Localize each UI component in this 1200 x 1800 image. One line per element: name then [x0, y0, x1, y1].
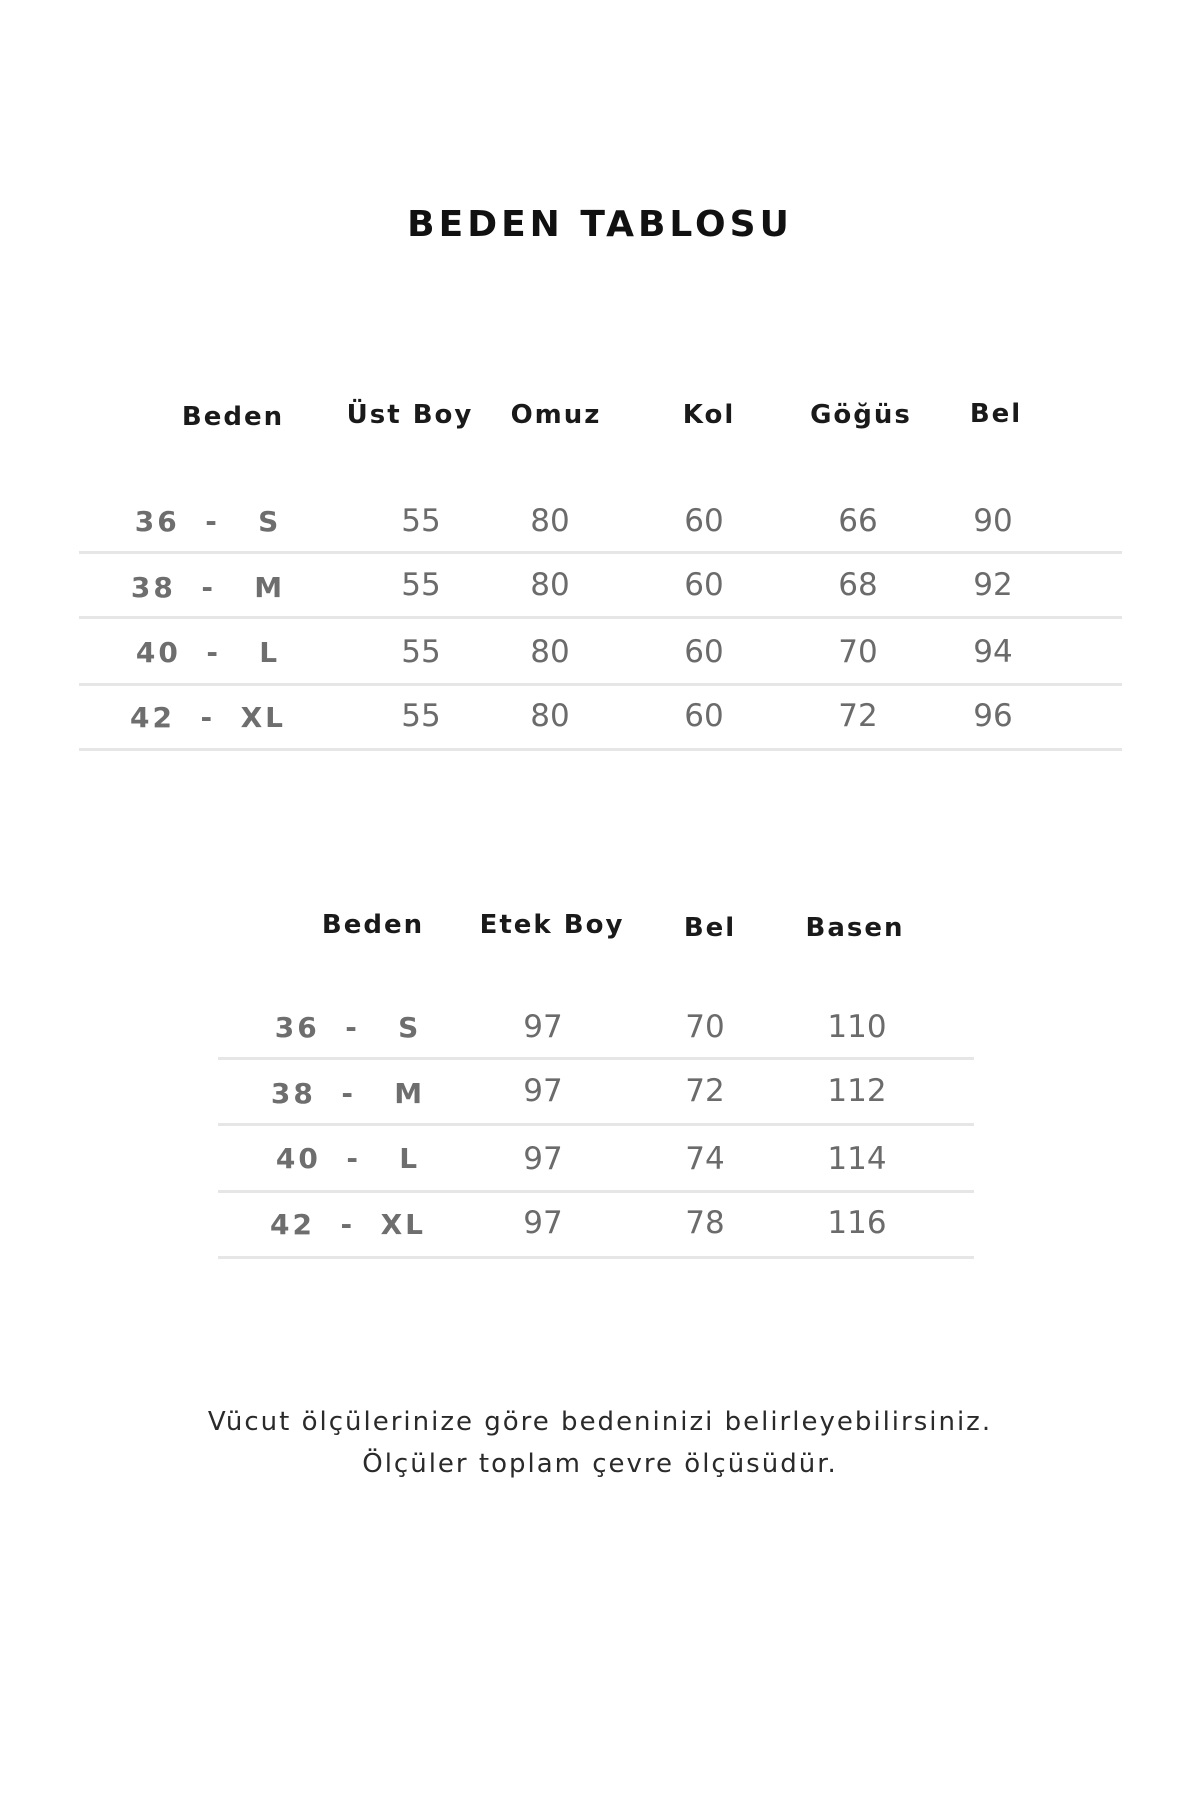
row-divider	[79, 551, 1122, 554]
page-title: BEDEN TABLOSU	[407, 204, 793, 245]
row-divider	[79, 748, 1122, 751]
size-label: 38 - M	[270, 1077, 426, 1110]
row-divider	[218, 1190, 974, 1193]
ust-boy-value: 55	[401, 634, 441, 670]
column-header-beden: Beden	[181, 402, 285, 432]
basen-value: 114	[827, 1141, 887, 1177]
bel-value: 96	[973, 698, 1013, 734]
size-label: 42 - XL	[129, 701, 287, 734]
column-header-bel: Bel	[969, 399, 1023, 429]
footnote-line-2: Ölçüler toplam çevre ölçüsüdür.	[362, 1449, 838, 1479]
ust-boy-value: 55	[401, 503, 441, 539]
basen-value: 116	[827, 1205, 887, 1241]
size-label: 36 - S	[134, 505, 282, 538]
column-header-kol: Kol	[682, 400, 736, 430]
size-label: 38 - M	[130, 571, 286, 604]
size-label: 42 - XL	[269, 1208, 427, 1241]
omuz-value: 80	[530, 567, 570, 603]
omuz-value: 80	[530, 634, 570, 670]
size-label: 40 - L	[275, 1142, 421, 1175]
size-label: 40 - L	[135, 636, 281, 669]
gogus-value: 66	[838, 503, 878, 539]
row-divider	[218, 1123, 974, 1126]
bel-value: 90	[973, 503, 1013, 539]
etek-boy-value: 97	[523, 1009, 563, 1045]
row-divider	[218, 1256, 974, 1259]
gogus-value: 68	[838, 567, 878, 603]
etek-boy-value: 97	[523, 1205, 563, 1241]
gogus-value: 72	[838, 698, 878, 734]
kol-value: 60	[684, 698, 724, 734]
row-divider	[218, 1057, 974, 1060]
kol-value: 60	[684, 567, 724, 603]
ust-boy-value: 55	[401, 567, 441, 603]
row-divider	[79, 616, 1122, 619]
basen-value: 110	[827, 1009, 887, 1045]
bel-value: 72	[685, 1073, 725, 1109]
size-label: 36 - S	[274, 1011, 422, 1044]
basen-value: 112	[827, 1073, 887, 1109]
bel-value: 70	[685, 1009, 725, 1045]
column-header-bel: Bel	[683, 913, 737, 943]
kol-value: 60	[684, 503, 724, 539]
ust-boy-value: 55	[401, 698, 441, 734]
kol-value: 60	[684, 634, 724, 670]
column-header-omuz: Omuz	[510, 400, 602, 430]
bel-value: 74	[685, 1141, 725, 1177]
row-divider	[79, 683, 1122, 686]
bel-value: 78	[685, 1205, 725, 1241]
bel-value: 92	[973, 567, 1013, 603]
footnote-line-1: Vücut ölçülerinize göre bedeninizi belirleyebilirsiniz.	[207, 1407, 993, 1437]
omuz-value: 80	[530, 698, 570, 734]
omuz-value: 80	[530, 503, 570, 539]
gogus-value: 70	[838, 634, 878, 670]
etek-boy-value: 97	[523, 1141, 563, 1177]
column-header-basen: Basen	[805, 913, 905, 943]
bel-value: 94	[973, 634, 1013, 670]
column-header-beden: Beden	[321, 910, 425, 940]
etek-boy-value: 97	[523, 1073, 563, 1109]
column-header-etek-boy: Etek Boy	[479, 910, 625, 940]
column-header-gogus: Göğüs	[810, 400, 912, 430]
column-header-ust-boy: Üst Boy	[346, 400, 474, 430]
